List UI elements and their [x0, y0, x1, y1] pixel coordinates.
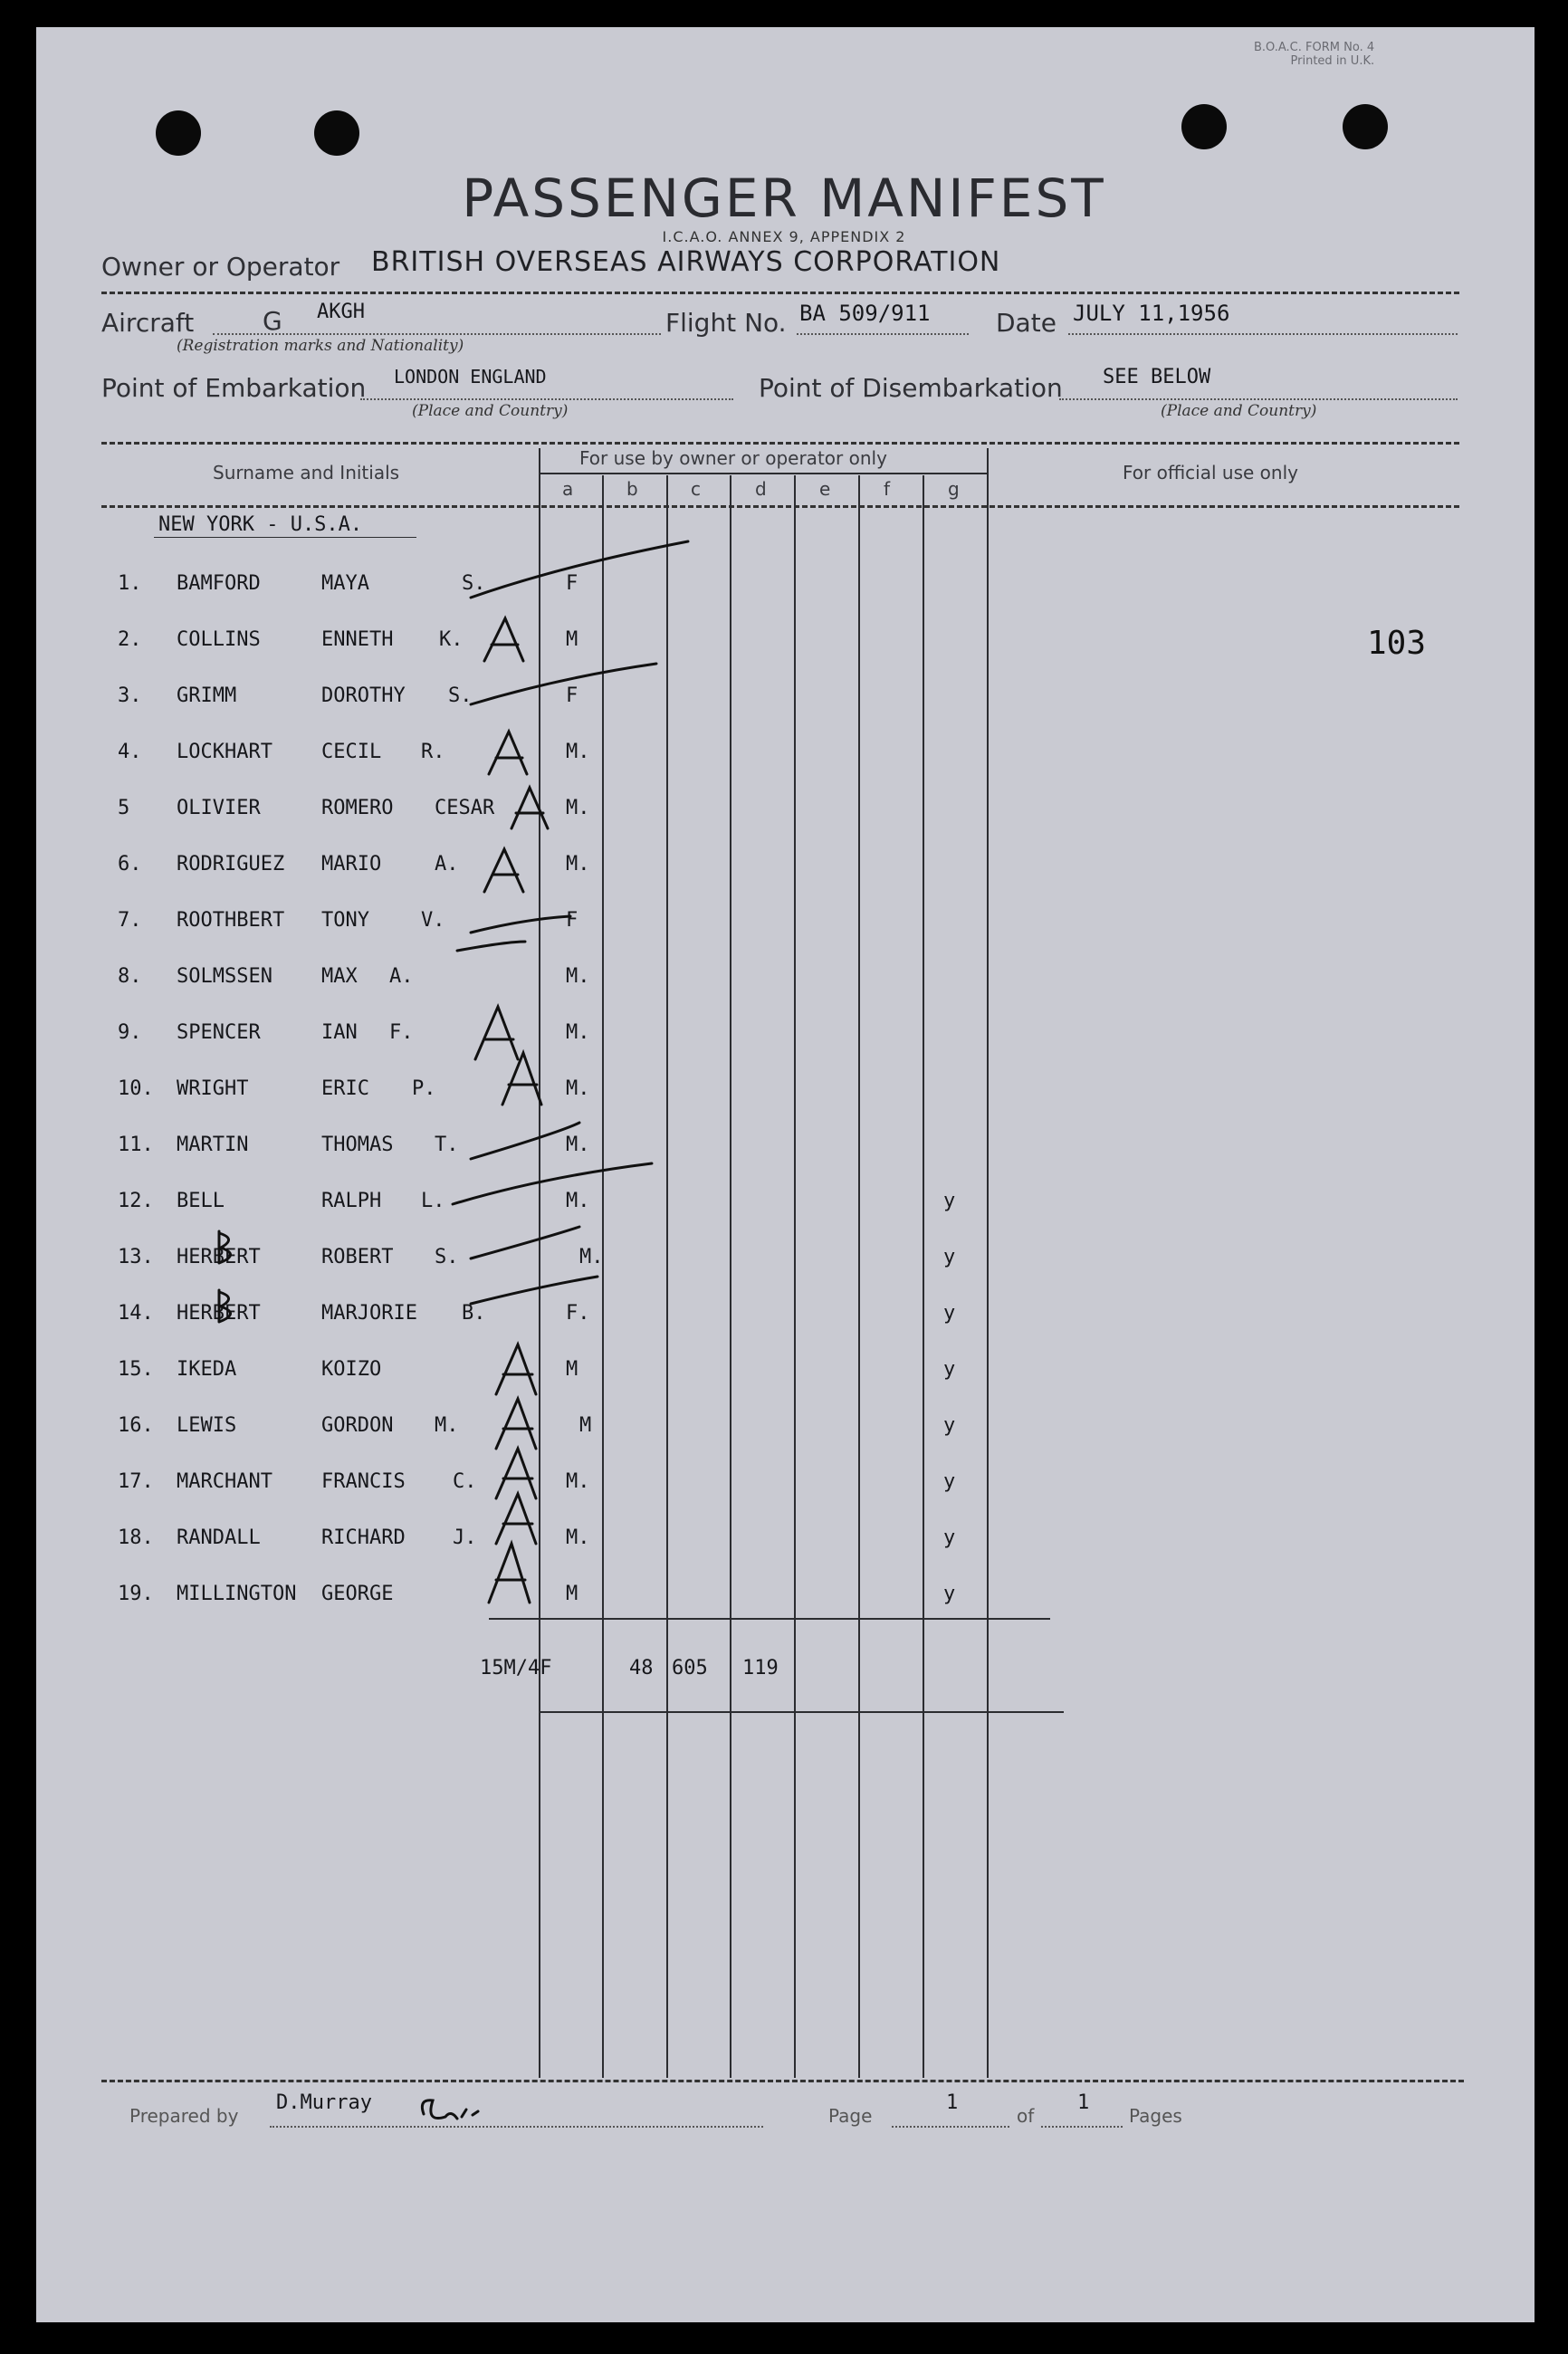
- sex: M: [566, 1583, 578, 1605]
- col-c: c: [691, 478, 701, 500]
- surname: HERBERT: [177, 1246, 261, 1268]
- aircraft-value: AKGH: [317, 301, 365, 323]
- col-g-mark: y: [943, 1358, 956, 1381]
- surname: MARCHANT: [177, 1470, 272, 1493]
- given-name: CECIL: [321, 741, 382, 763]
- pages-label: Pages: [1129, 2105, 1182, 2127]
- given-name: TONY: [321, 909, 369, 932]
- sex: M.: [566, 797, 590, 819]
- surname: IKEDA: [177, 1358, 237, 1381]
- initial: B.: [462, 1302, 486, 1325]
- initial: S.: [462, 572, 486, 595]
- initial: F.: [389, 1021, 414, 1044]
- row-number: 6.: [118, 853, 142, 876]
- sex: F: [566, 684, 578, 707]
- strike-line-7: [471, 1227, 579, 1258]
- sex: M.: [566, 853, 590, 876]
- signature-scrawl: [422, 2100, 478, 2119]
- row-number: 2.: [118, 628, 142, 651]
- hand-a-2: [484, 618, 523, 661]
- official-header: For official use only: [1123, 462, 1298, 483]
- page-subtitle: I.C.A.O. ANNEX 9, APPENDIX 2: [662, 228, 906, 245]
- strike-line-4: [457, 942, 525, 951]
- row-number: 12.: [118, 1190, 154, 1212]
- form-number: B.O.A.C. FORM No. 4: [1254, 41, 1375, 54]
- sex: F.: [566, 1302, 590, 1325]
- row-number: 17.: [118, 1470, 154, 1493]
- row-number: 19.: [118, 1583, 154, 1605]
- row-number: 4.: [118, 741, 142, 763]
- hand-a-5: [512, 788, 548, 828]
- row-number: 10.: [118, 1077, 154, 1100]
- given-name: DOROTHY: [321, 684, 406, 707]
- aircraft-caption: (Registration marks and Nationality): [177, 337, 464, 355]
- given-name: GEORGE: [321, 1583, 394, 1605]
- total-b: 48: [629, 1657, 654, 1679]
- sex: M.: [566, 1470, 590, 1493]
- embark-caption: (Place and Country): [412, 402, 569, 420]
- sex: M.: [566, 741, 590, 763]
- given-name: ENNETH: [321, 628, 394, 651]
- hand-a-15: [496, 1344, 536, 1394]
- disembark-caption: (Place and Country): [1161, 402, 1317, 420]
- sex: M.: [566, 1526, 590, 1549]
- row-number: 14.: [118, 1302, 154, 1325]
- row-number: 18.: [118, 1526, 154, 1549]
- surname: BAMFORD: [177, 572, 261, 595]
- hand-a-18: [496, 1494, 536, 1544]
- surname: GRIMM: [177, 684, 237, 707]
- prepared-value: D.Murray: [276, 2091, 372, 2114]
- owner-label: Owner or Operator: [101, 252, 340, 282]
- printed-in: Printed in U.K.: [1290, 54, 1375, 68]
- given-name: ROBERT: [321, 1246, 394, 1268]
- hand-a-16: [496, 1399, 536, 1449]
- total-a: 15M/4F: [480, 1657, 552, 1679]
- sex: M.: [566, 1134, 590, 1156]
- official-number: 103: [1367, 625, 1427, 662]
- col-e: e: [819, 478, 831, 500]
- destination-heading: NEW YORK - U.S.A.: [158, 513, 363, 536]
- given-name: RALPH: [321, 1190, 382, 1212]
- date-value: JULY 11,1956: [1073, 301, 1230, 326]
- initial: P.: [412, 1077, 436, 1100]
- surname: RODRIGUEZ: [177, 853, 285, 876]
- col-g-mark: y: [943, 1302, 956, 1325]
- initial: C.: [453, 1470, 477, 1493]
- given-name: MAX: [321, 965, 358, 988]
- given-name: MARIO: [321, 853, 382, 876]
- col-d: d: [755, 478, 767, 500]
- given-name: MAYA: [321, 572, 369, 595]
- surname: BELL: [177, 1190, 225, 1212]
- initial: M.: [435, 1414, 459, 1437]
- initial: S.: [448, 684, 473, 707]
- surname-header: Surname and Initials: [213, 462, 400, 483]
- surname: MILLINGTON: [177, 1583, 297, 1605]
- row-number: 9.: [118, 1021, 142, 1044]
- surname: ROOTHBERT: [177, 909, 285, 932]
- disembark-label: Point of Disembarkation: [759, 373, 1063, 403]
- given-name: FRANCIS: [321, 1470, 406, 1493]
- of-label: of: [1017, 2105, 1035, 2127]
- given-name: IAN: [321, 1021, 358, 1044]
- hand-a-10: [502, 1053, 541, 1105]
- aircraft-label: Aircraft: [101, 308, 195, 338]
- surname: OLIVIER: [177, 797, 261, 819]
- of-value: 1: [1077, 2091, 1090, 2114]
- sex: M.: [579, 1246, 604, 1268]
- surname: WRIGHT: [177, 1077, 249, 1100]
- surname: SPENCER: [177, 1021, 261, 1044]
- aircraft-prefix: G: [263, 306, 282, 336]
- hand-a-9: [475, 1007, 518, 1059]
- flight-label: Flight No.: [665, 308, 787, 338]
- owner-value: BRITISH OVERSEAS AIRWAYS CORPORATION: [371, 246, 1001, 278]
- hand-a-6: [484, 849, 523, 892]
- hand-a-19: [489, 1544, 530, 1603]
- given-name: ROMERO: [321, 797, 394, 819]
- surname: LEWIS: [177, 1414, 237, 1437]
- owner-use-header: For use by owner or operator only: [579, 447, 887, 469]
- col-b: b: [626, 478, 638, 500]
- page-label: Page: [828, 2105, 873, 2127]
- sex: M.: [566, 1190, 590, 1212]
- col-g: g: [948, 478, 960, 500]
- col-g-mark: y: [943, 1190, 956, 1212]
- initial: A.: [435, 853, 459, 876]
- sex: M: [566, 628, 578, 651]
- sex: M: [566, 1358, 578, 1381]
- col-g-mark: y: [943, 1246, 956, 1268]
- strike-line-2: [471, 664, 656, 704]
- embark-value: LONDON ENGLAND: [394, 366, 547, 388]
- row-number: 13.: [118, 1246, 154, 1268]
- given-name: GORDON: [321, 1414, 394, 1437]
- flight-value: BA 509/911: [799, 301, 931, 326]
- sex: M.: [566, 965, 590, 988]
- sex: M.: [566, 1021, 590, 1044]
- row-number: 5: [118, 797, 130, 819]
- col-a: a: [562, 478, 574, 500]
- initial: A.: [389, 965, 414, 988]
- initial: V.: [421, 909, 445, 932]
- prepared-label: Prepared by: [129, 2105, 239, 2127]
- initial: R.: [421, 741, 445, 763]
- row-number: 11.: [118, 1134, 154, 1156]
- initial: T.: [435, 1134, 459, 1156]
- embark-label: Point of Embarkation: [101, 373, 367, 403]
- hand-b-13: [219, 1231, 231, 1263]
- strike-line-6: [453, 1163, 652, 1204]
- initial: J.: [453, 1526, 477, 1549]
- row-number: 1.: [118, 572, 142, 595]
- sex: M: [579, 1414, 592, 1437]
- sex: F: [566, 909, 578, 932]
- given-name: MARJORIE: [321, 1302, 417, 1325]
- hand-a-17: [496, 1449, 536, 1498]
- hand-b-14: [219, 1290, 231, 1322]
- total-c: 605: [672, 1657, 708, 1679]
- surname: RANDALL: [177, 1526, 261, 1549]
- strike-line-3: [471, 916, 570, 933]
- col-g-mark: y: [943, 1470, 956, 1493]
- disembark-value: SEE BELOW: [1103, 366, 1211, 388]
- date-label: Date: [996, 308, 1056, 338]
- surname: HERBERT: [177, 1302, 261, 1325]
- strike-line-1: [471, 541, 688, 598]
- row-number: 7.: [118, 909, 142, 932]
- page-value: 1: [946, 2091, 959, 2114]
- sex: F: [566, 572, 578, 595]
- given-name: RICHARD: [321, 1526, 406, 1549]
- col-g-mark: y: [943, 1414, 956, 1437]
- row-number: 8.: [118, 965, 142, 988]
- surname: MARTIN: [177, 1134, 249, 1156]
- initial: L.: [421, 1190, 445, 1212]
- col-f: f: [884, 478, 891, 500]
- col-g-mark: y: [943, 1583, 956, 1605]
- col-g-mark: y: [943, 1526, 956, 1549]
- row-number: 16.: [118, 1414, 154, 1437]
- row-number: 3.: [118, 684, 142, 707]
- initial: CESAR: [435, 797, 495, 819]
- total-d: 119: [742, 1657, 779, 1679]
- given-name: THOMAS: [321, 1134, 394, 1156]
- given-name: KOIZO: [321, 1358, 382, 1381]
- page-title: PASSENGER MANIFEST: [462, 167, 1106, 229]
- given-name: ERIC: [321, 1077, 369, 1100]
- strike-line-5: [471, 1123, 579, 1159]
- surname: SOLMSSEN: [177, 965, 272, 988]
- initial: S.: [435, 1246, 459, 1268]
- hand-a-4: [489, 732, 527, 774]
- surname: COLLINS: [177, 628, 261, 651]
- surname: LOCKHART: [177, 741, 272, 763]
- sex: M.: [566, 1077, 590, 1100]
- initial: K.: [439, 628, 464, 651]
- strike-line-8: [471, 1277, 598, 1304]
- row-number: 15.: [118, 1358, 154, 1381]
